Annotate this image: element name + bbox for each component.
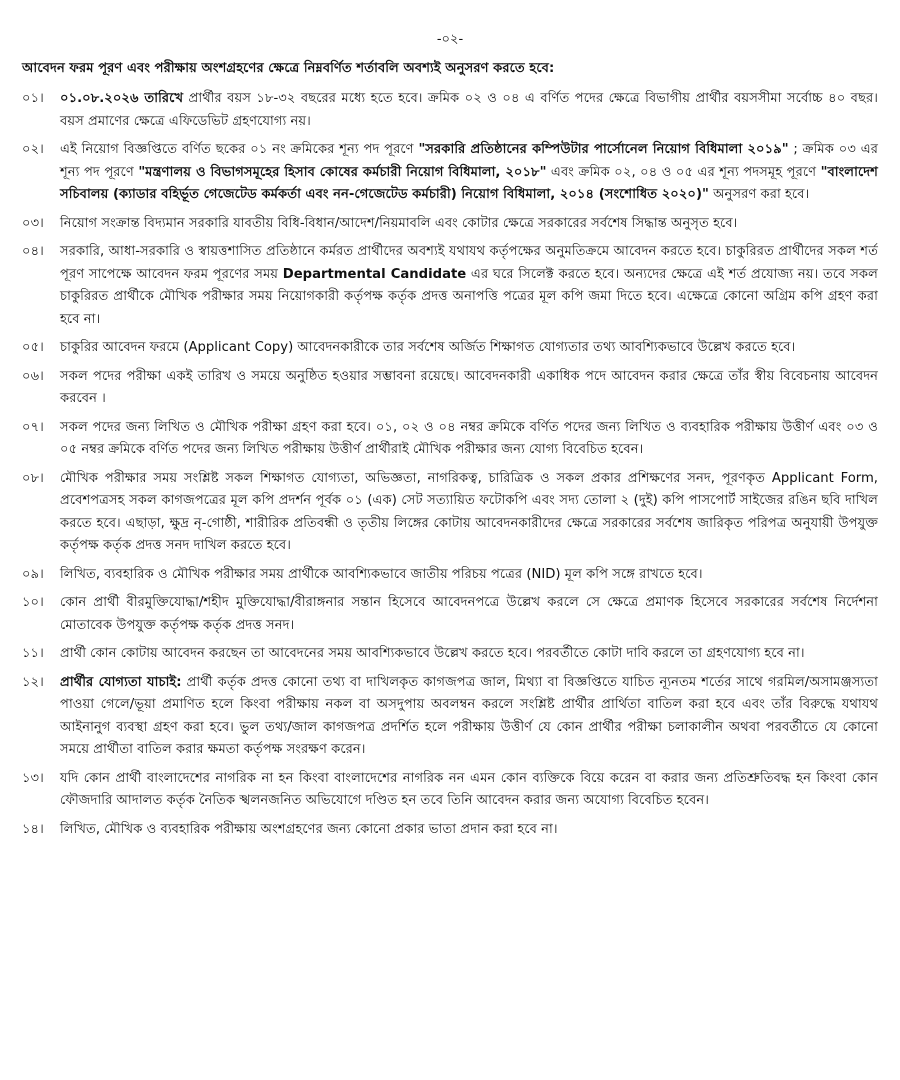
condition-number: ১৪। — [22, 821, 44, 837]
condition-text — [60, 417, 878, 462]
condition-text — [60, 672, 878, 762]
page-number: -০২- — [436, 32, 464, 47]
condition-text — [60, 643, 878, 666]
condition-text-segment: সকল পদের জন্য লিখিত ও মৌখিক পরীক্ষা গ্রহণ করা হবে। ০১, ০২ ও ০৪ নম্বর ক্রমিকে বর্ণিত পদের জন্য লিখিত ও ব্যবহারিক পরীক্ষায় উত্তীর্ণ এবং ০৩ ও ০৫ নম্বর ক্রমিকে বর্ণিত পদের জন্য লিখিত পরীক্ষায় উত্তীর্ণ প্রার্থীরাই মৌখিক পরীক্ষার জন্য যোগ্য বিবেচিত হবেন। — [60, 419, 878, 457]
conditions-list — [22, 88, 878, 841]
condition-text-segment: এবং ক্রমিক ০২, ০৪ ও ০৫ এর শূন্য পদসমূহ পূরণে — [546, 164, 821, 180]
condition-text-segment: লিখিত, মৌখিক ও ব্যবহারিক পরীক্ষায় অংশগ্রহণের জন্য কোনো প্রকার ভাতা প্রদান করা হবে না। — [60, 821, 558, 837]
condition-text-segment: মৌখিক পরীক্ষার সময় সংশ্লিষ্ট সকল শিক্ষাগত যোগ্যতা, অভিজ্ঞতা, নাগরিকত্ব, চারিত্রিক ও সকল প্রকার প্রশিক্ষণের সনদ, পূরণকৃত Applicant Form, প্রবেশপত্রসহ সকল কাগজপত্রের মূল কপি প্রদর্শন পূর্বক ০১ (এক) সেট সত্যায়িত ফটোকপি এবং সদ্য তোলা ২ (দুই) কপি পাসপোর্ট সাইজের রঙিন ছবি দাখিল করতে হবে। এছাড়া, ক্ষুদ্র নৃ-গোষ্ঠী, শারীরিক প্রতিবন্ধী ও তৃতীয় লিঙ্গের কোটায় আবেদনকারীদের ক্ষেত্রে সরকারের সর্বশেষ জারিকৃত পরিপত্র অনুযায়ী উপযুক্ত কর্তৃপক্ষ কর্তৃক প্রদত্ত সনদ দাখিল করতে হবে। — [60, 470, 878, 553]
condition-number: ১৩। — [22, 770, 44, 786]
condition-number: ০১। — [22, 91, 44, 106]
condition-item — [22, 337, 878, 360]
condition-text-segment: প্রার্থী কোন কোটায় আবেদন করছেন তা আবেদনের সময় আবশ্যিকভাবে উল্লেখ করতে হবে। পরবর্তীতে কোটা দাবি করলে তা গ্রহণযোগ্য হবে না। — [60, 646, 805, 661]
condition-text — [60, 337, 878, 360]
condition-text — [60, 592, 878, 637]
condition-text-segment: চাকুরির আবেদন ফরমে (Applicant Copy) আবেদনকারীকে তার সর্বশেষ অর্জিত শিক্ষাগত যোগ্যতার তথ্য আবশ্যিকভাবে উল্লেখ করতে হবে। — [60, 340, 796, 355]
condition-text-bold: প্রার্থীর যোগ্যতা যাচাই: — [60, 674, 182, 690]
condition-item — [22, 88, 878, 133]
condition-number: ০৬। — [22, 368, 44, 384]
condition-item — [22, 643, 878, 666]
condition-item — [22, 768, 878, 813]
condition-number: ০৮। — [22, 470, 44, 486]
condition-item — [22, 213, 878, 236]
condition-text — [60, 139, 878, 207]
condition-text-segment: প্রার্থী কর্তৃক প্রদত্ত কোনো তথ্য বা দাখিলকৃত কাগজপত্র জাল, মিথ্যা বা বিজ্ঞপ্তিতে যাচিত ন্যূনতম শর্তের সাথে গরমিল/অসামঞ্জস্যতা পাওয়া গেলে/ভূয়া প্রমাণিত হলে কিংবা পরীক্ষায় নকল বা অসদুপায় অবলম্বন করলে সংশ্লিষ্ট প্রার্থীর প্রার্থিতা বাতিল করা হবে এবং তাঁর বিরুদ্ধে যথাযথ আইনানুগ ব্যবস্থা গ্রহণ করা হবে। ভুল তথ্য/জাল কাগজপত্র প্রদর্শিত হলে পরীক্ষায় উত্তীর্ণ যে কোন প্রার্থীর পরীক্ষা চলাকালীন অথবা পরবর্তীতে যে কোনো সময়ে প্রার্থীতা বাতিল করার ক্ষমতা কর্তৃপক্ষ সংরক্ষণ করেন। — [60, 674, 879, 757]
condition-text-segment: নিয়োগ সংক্রান্ত বিদ্যমান সরকারি যাবতীয় বিধি-বিধান/আদেশ/নিয়মাবলি এবং কোটার ক্ষেত্রে সরকারের সর্বশেষ সিদ্ধান্ত অনুসৃত হবে। — [60, 215, 738, 231]
condition-number: ০৫। — [22, 340, 44, 355]
condition-item — [22, 468, 878, 558]
condition-item — [22, 366, 878, 411]
condition-item — [22, 139, 878, 207]
condition-item — [22, 417, 878, 462]
condition-item — [22, 592, 878, 637]
condition-text — [60, 768, 878, 813]
condition-text-segment: প্রার্থীর বয়স ১৮-৩২ বছরের মধ্যে হতে হবে। ক্রমিক ০২ ও ০৪ এ বর্ণিত পদের ক্ষেত্রে বিভাগীয় প্রার্থীর বয়সসীমা সর্বোচ্চ ৪০ বছর। বয়স প্রমাণের ক্ষেত্রে এফিডেভিট গ্রহণযোগ্য নয়। — [60, 91, 878, 129]
condition-item — [22, 564, 878, 587]
condition-item — [22, 672, 878, 762]
condition-number: ১১। — [22, 646, 44, 661]
condition-text-segment: এর ঘরে সিলেক্ট করতে হবে। অন্যদের ক্ষেত্রে এই শর্ত প্রযোজ্য নয়। তবে সকল চাকুরিরত প্রার্থীকে মৌখিক পরীক্ষার সময় নিয়োগকারী কর্তৃপক্ষ কর্তৃক প্রদত্ত অনাপত্তি পত্রের মূল কপি জমা দিতে হবে। এক্ষেত্রে কোনো অগ্রিম কপি গ্রহণ করা হবে না। — [60, 266, 878, 327]
condition-text-bold: "মন্ত্রণালয় ও বিভাগসমূহের হিসাব কোষের কর্মচারী নিয়োগ বিধিমালা, ২০১৮" — [138, 164, 547, 180]
condition-text — [60, 819, 878, 842]
condition-item — [22, 241, 878, 331]
condition-text-bold: "বাংলাদেশ সচিবালয় (ক্যাডার বহির্ভূত গেজেটেড কর্মকর্তা এবং নন-গেজেটেড কর্মচারী) নিয়োগ বিধিমালা, ২০১৪ (সংশোধিত ২০২০)" — [60, 164, 878, 202]
condition-text — [60, 468, 878, 558]
condition-number: ০৭। — [22, 419, 44, 435]
condition-item — [22, 819, 878, 842]
condition-text-segment: যদি কোন প্রার্থী বাংলাদেশের নাগরিক না হন কিংবা বাংলাদেশের নাগরিক নন এমন কোন ব্যক্তিকে বিয়ে করেন বা করার জন্য প্রতিশ্রুতিবদ্ধ হন কিংবা কোন ফৌজদারি আদালত কর্তৃক নৈতিক স্খলনজনিত অভিযোগে দণ্ডিত হন তবে তিনি আবেদন করার জন্য অযোগ্য বিবেচিত হবেন। — [60, 770, 878, 808]
condition-text-segment: অনুসরণ করা হবে। — [708, 187, 810, 202]
condition-number: ১২। — [22, 674, 44, 690]
condition-text-segment: এই নিয়োগ বিজ্ঞপ্তিতে বর্ণিত ছকের ০১ নং ক্রমিকের শূন্য পদ পূরণে — [60, 142, 419, 157]
condition-text-segment: সকল পদের পরীক্ষা একই তারিখ ও সময়ে অনুষ্ঠিত হওয়ার সম্ভাবনা রয়েছে। আবেদনকারী একাধিক পদে আবেদন করার ক্ষেত্রে তাঁর স্বীয় বিবেচনায় আবেদন করবেন । — [60, 368, 878, 406]
condition-number: ০৩। — [22, 215, 44, 231]
condition-number: ০৪। — [22, 244, 44, 259]
condition-text — [60, 366, 878, 411]
condition-text-bold: ০১.০৮.২০২৬ তারিখে — [60, 91, 184, 106]
condition-text-bold: "সরকারি প্রতিষ্ঠানের কম্পিউটার পার্সোনেল নিয়োগ বিধিমালা ২০১৯" — [418, 142, 789, 157]
condition-number: ০২। — [22, 142, 44, 157]
condition-text-segment: ; ক্রমিক ০৩ এর শূন্য পদ পূরণে — [60, 142, 878, 180]
condition-number: ০৯। — [22, 566, 44, 582]
condition-number: ১০। — [22, 595, 44, 610]
condition-text — [60, 213, 878, 236]
condition-text — [60, 88, 878, 133]
condition-text-segment: লিখিত, ব্যবহারিক ও মৌখিক পরীক্ষার সময় প্রার্থীকে আবশ্যিকভাবে জাতীয় পরিচয় পত্রের (NID) মূল কপি সঙ্গে রাখতে হবে। — [60, 566, 703, 582]
condition-text — [60, 564, 878, 587]
condition-text-segment: সরকারি, আধা-সরকারি ও স্বায়ত্তশাসিত প্রতিষ্ঠানে কর্মরত প্রার্থীদের অবশ্যই যথাযথ কর্তৃপক্ষের অনুমতিক্রমে আবেদন করতে হবে। চাকুরিরত প্রার্থীদের সকল শর্ত পূরণ সাপেক্ষে আবেদন ফরম পূরণের সময় — [60, 244, 878, 282]
condition-text — [60, 241, 878, 331]
conditions-heading: আবেদন ফরম পূরণ এবং পরীক্ষায় অংশগ্রহণের ক্ষেত্রে নিম্নবর্ণিত শর্তাবলি অবশ্যই অনুসরণ করতে হবে: — [22, 61, 555, 76]
condition-text-segment: কোন প্রার্থী বীরমুক্তিযোদ্ধা/শহীদ মুক্তিযোদ্ধা/বীরাঙ্গনার সন্তান হিসেবে আবেদনপত্রে উল্লেখ করলে সে ক্ষেত্রে প্রমাণক হিসেবে সরকারের সর্বশেষ নির্দেশনা মোতাবেক উপযুক্ত কর্তৃপক্ষ কর্তৃক প্রদত্ত সনদ। — [60, 595, 878, 633]
condition-text-bold: Departmental Candidate — [282, 266, 467, 282]
